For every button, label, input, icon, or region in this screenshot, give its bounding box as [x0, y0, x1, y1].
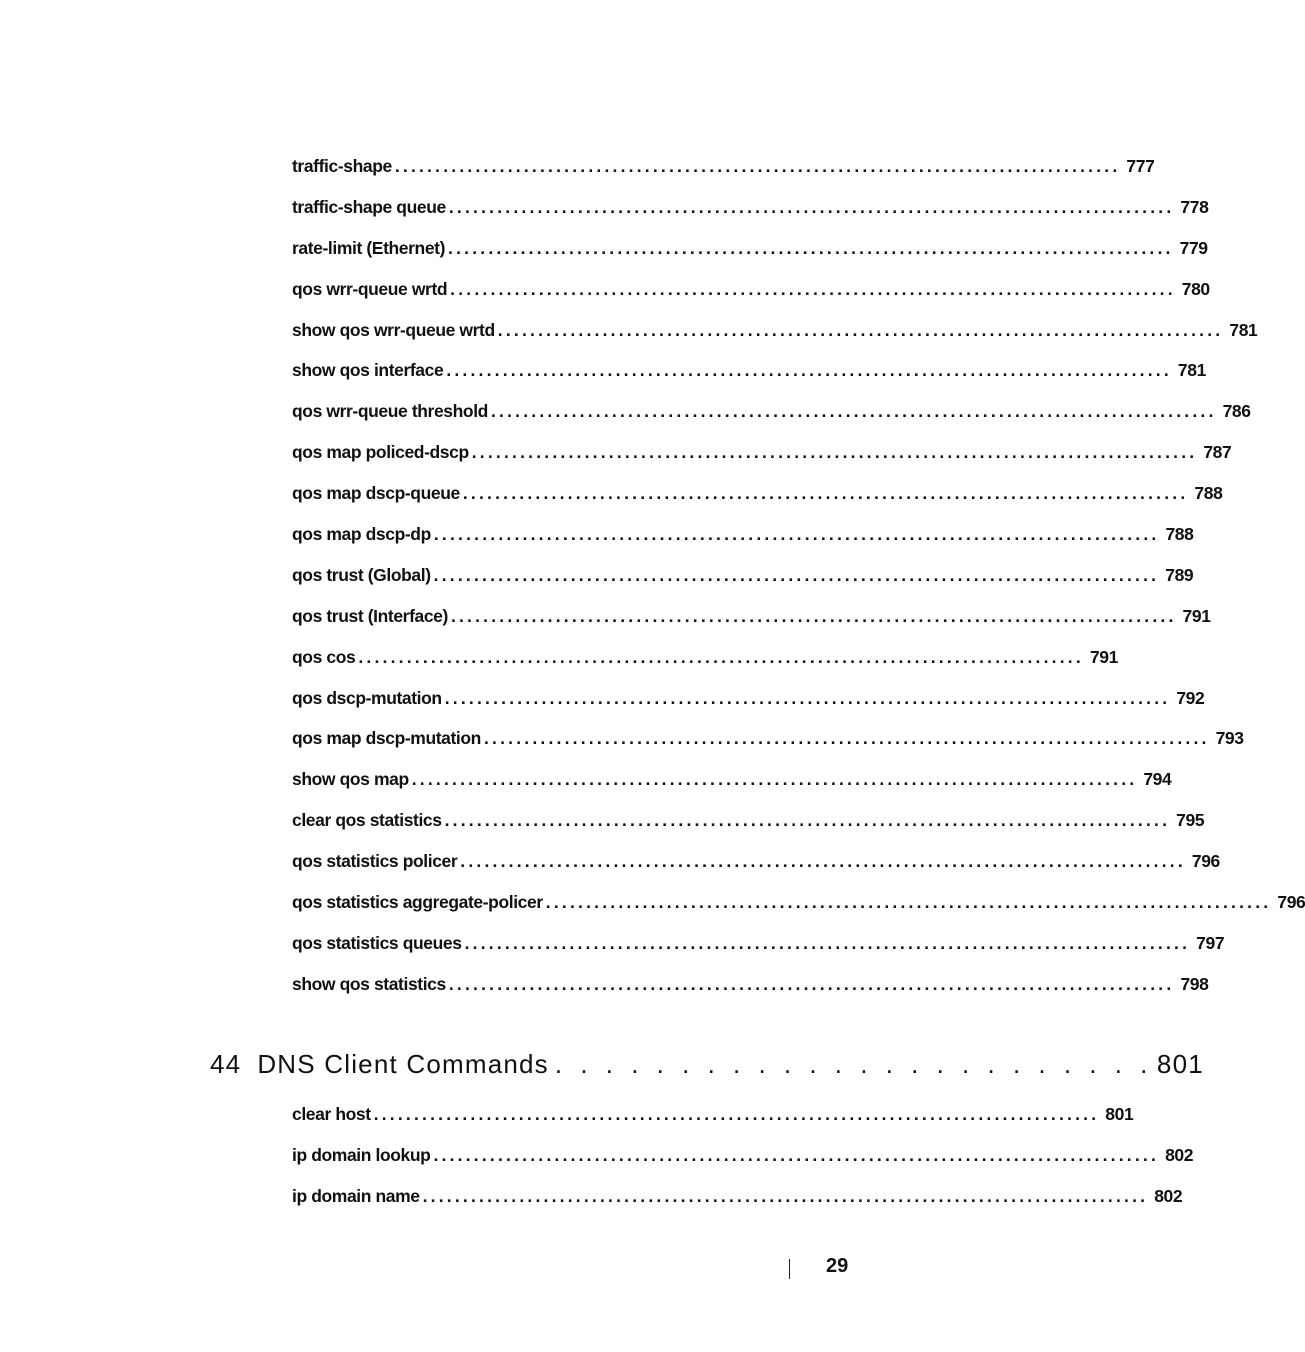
- toc-entry-page: 781: [1177, 360, 1206, 381]
- dot-leader: ..........................................................................................: [411, 769, 1138, 790]
- toc-entry-page: 788: [1194, 483, 1223, 504]
- dot-leader: ..........................................................................................: [483, 728, 1210, 749]
- dot-leader: ..........................................................................................: [394, 155, 1121, 176]
- toc-entry-label: qos wrr-queue threshold: [292, 401, 491, 422]
- toc-entry-label: ip domain lookup: [292, 1145, 433, 1166]
- toc-entry-label: qos map dscp-dp: [292, 524, 434, 545]
- toc-entry-label: qos statistics aggregate-policer: [292, 892, 546, 913]
- dot-leader: ..........................................................................................: [433, 564, 1160, 585]
- dot-leader: ..........................................................................................: [358, 646, 1084, 667]
- dot-leader: ..........................................................................................: [545, 891, 1272, 912]
- chapter-page-number: 801: [1156, 1048, 1204, 1079]
- dot-leader: ..........................................................................................: [448, 237, 1174, 258]
- toc-entry-label: qos statistics queues: [292, 933, 465, 954]
- toc-entry-page: 786: [1222, 401, 1251, 422]
- dot-leader: ..........................................................................................: [490, 401, 1217, 422]
- toc-entry[interactable]: [292, 841, 1220, 882]
- chapter-heading[interactable]: [210, 1042, 1204, 1086]
- toc-entry-label: show qos statistics: [292, 974, 449, 995]
- toc-entry[interactable]: [292, 555, 1194, 596]
- dot-leader: ..........................................................................................: [450, 278, 1176, 299]
- toc-entry[interactable]: [292, 964, 1209, 1005]
- toc-entry-label: show qos interface: [292, 360, 446, 381]
- toc-entry[interactable]: [292, 514, 1194, 555]
- dot-leader: ..........................................................................................: [422, 1185, 1149, 1206]
- page-number: 29: [826, 1255, 849, 1277]
- toc-entry-label: show qos wrr-queue wrtd: [292, 320, 498, 341]
- dot-leader: ..........................................................................................: [460, 851, 1186, 872]
- toc-entry[interactable]: [292, 637, 1118, 678]
- toc-entry[interactable]: [292, 146, 1155, 187]
- dot-leader: ..........................................................................................: [471, 442, 1198, 463]
- toc-entry-label: qos wrr-queue wrtd: [292, 279, 450, 300]
- toc-entry-label: show qos map: [292, 769, 412, 790]
- dot-leader: ..........................................................................................: [448, 196, 1175, 217]
- toc-entry-label: qos map dscp-queue: [292, 483, 463, 504]
- footer-divider: [789, 1259, 790, 1279]
- dot-leader: ..........................................................................................: [448, 973, 1175, 994]
- toc-entry-page: 798: [1180, 973, 1209, 994]
- toc-entry[interactable]: [292, 391, 1251, 432]
- toc-entry-page: 796: [1191, 851, 1220, 872]
- toc-entry-label: qos statistics policer: [292, 851, 460, 872]
- toc-entry-page: 780: [1181, 278, 1210, 299]
- toc-entry-label: qos trust (Global): [292, 565, 434, 586]
- toc-entry-page: 792: [1176, 687, 1205, 708]
- toc-entry-page: 797: [1196, 932, 1225, 953]
- toc-section-dns: [292, 1094, 1194, 1217]
- toc-entry[interactable]: [292, 228, 1208, 269]
- dot-leader: ..........................................................................................: [462, 483, 1189, 504]
- toc-entry[interactable]: [292, 187, 1209, 228]
- toc-entry[interactable]: [292, 473, 1223, 514]
- toc-entry[interactable]: [292, 1176, 1183, 1217]
- toc-entry[interactable]: [292, 310, 1258, 351]
- toc-entry[interactable]: [292, 882, 1305, 923]
- toc-entry[interactable]: [292, 759, 1172, 800]
- toc-entry-page: 788: [1165, 523, 1194, 544]
- toc-entry[interactable]: [292, 1094, 1134, 1135]
- toc-entry-page: 793: [1215, 728, 1244, 749]
- toc-entry-page: 791: [1182, 605, 1211, 626]
- toc-entry[interactable]: [292, 923, 1225, 964]
- toc-entry-page: 787: [1203, 442, 1232, 463]
- toc-entry-page: 779: [1179, 237, 1208, 258]
- toc-entry-page: 794: [1143, 769, 1172, 790]
- dot-leader: ..........................................................................................: [446, 360, 1172, 381]
- toc-entry-label: traffic-shape: [292, 156, 395, 177]
- dot-leader: ..........................................................................................: [450, 605, 1177, 626]
- chapter-title: DNS Client Commands: [257, 1048, 549, 1079]
- toc-entry[interactable]: [292, 1135, 1194, 1176]
- toc-entry-label: rate-limit (Ethernet): [292, 238, 448, 259]
- dot-leader: ..........................................................................................: [444, 687, 1171, 708]
- toc-entry-label: qos trust (Interface): [292, 606, 451, 627]
- toc-entry[interactable]: [292, 718, 1244, 759]
- toc-entry-label: clear host: [292, 1104, 374, 1125]
- toc-entry[interactable]: [292, 350, 1206, 391]
- toc-entry-label: clear qos statistics: [292, 810, 445, 831]
- toc-entry[interactable]: [292, 269, 1210, 310]
- dot-leader: ..........................................................................................: [497, 319, 1224, 340]
- toc-entry[interactable]: [292, 800, 1205, 841]
- toc-entry[interactable]: [292, 678, 1205, 719]
- dot-leader: ..........................................................................................: [373, 1103, 1100, 1124]
- toc-entry-page: 802: [1165, 1144, 1194, 1165]
- toc-entry-page: 802: [1154, 1185, 1183, 1206]
- dot-leader: ..........................................................................................: [433, 1144, 1160, 1165]
- dot-leader: ..........................................................................................: [464, 932, 1191, 953]
- toc-entry-page: 795: [1176, 810, 1205, 831]
- toc-entry-label: qos cos: [292, 647, 358, 668]
- toc-entry[interactable]: [292, 596, 1211, 637]
- toc-entry-page: 801: [1105, 1103, 1134, 1124]
- toc-entry-page: 789: [1165, 564, 1194, 585]
- toc-section-main: [292, 146, 1305, 1005]
- toc-entry-page: 777: [1126, 155, 1155, 176]
- toc-entry[interactable]: [292, 432, 1232, 473]
- toc-entry-page: 778: [1180, 196, 1209, 217]
- toc-entry-label: qos map policed-dscp: [292, 442, 472, 463]
- dot-leader: ..........................................................................................: [433, 523, 1160, 544]
- chapter-number: 44: [210, 1048, 242, 1079]
- toc-entry-label: ip domain name: [292, 1186, 423, 1207]
- toc-entry-label: traffic-shape queue: [292, 197, 449, 218]
- dot-leader: ..........................................................................................: [444, 810, 1171, 831]
- toc-entry-label: qos dscp-mutation: [292, 688, 445, 709]
- toc-entry-page: 791: [1089, 646, 1118, 667]
- toc-entry-page: 796: [1277, 891, 1305, 912]
- toc-entry-page: 781: [1229, 319, 1258, 340]
- toc-entry-label: qos map dscp-mutation: [292, 728, 484, 749]
- dot-leader: . . . . . . . . . . . . . . . . . . . . . . . .: [554, 1048, 1153, 1079]
